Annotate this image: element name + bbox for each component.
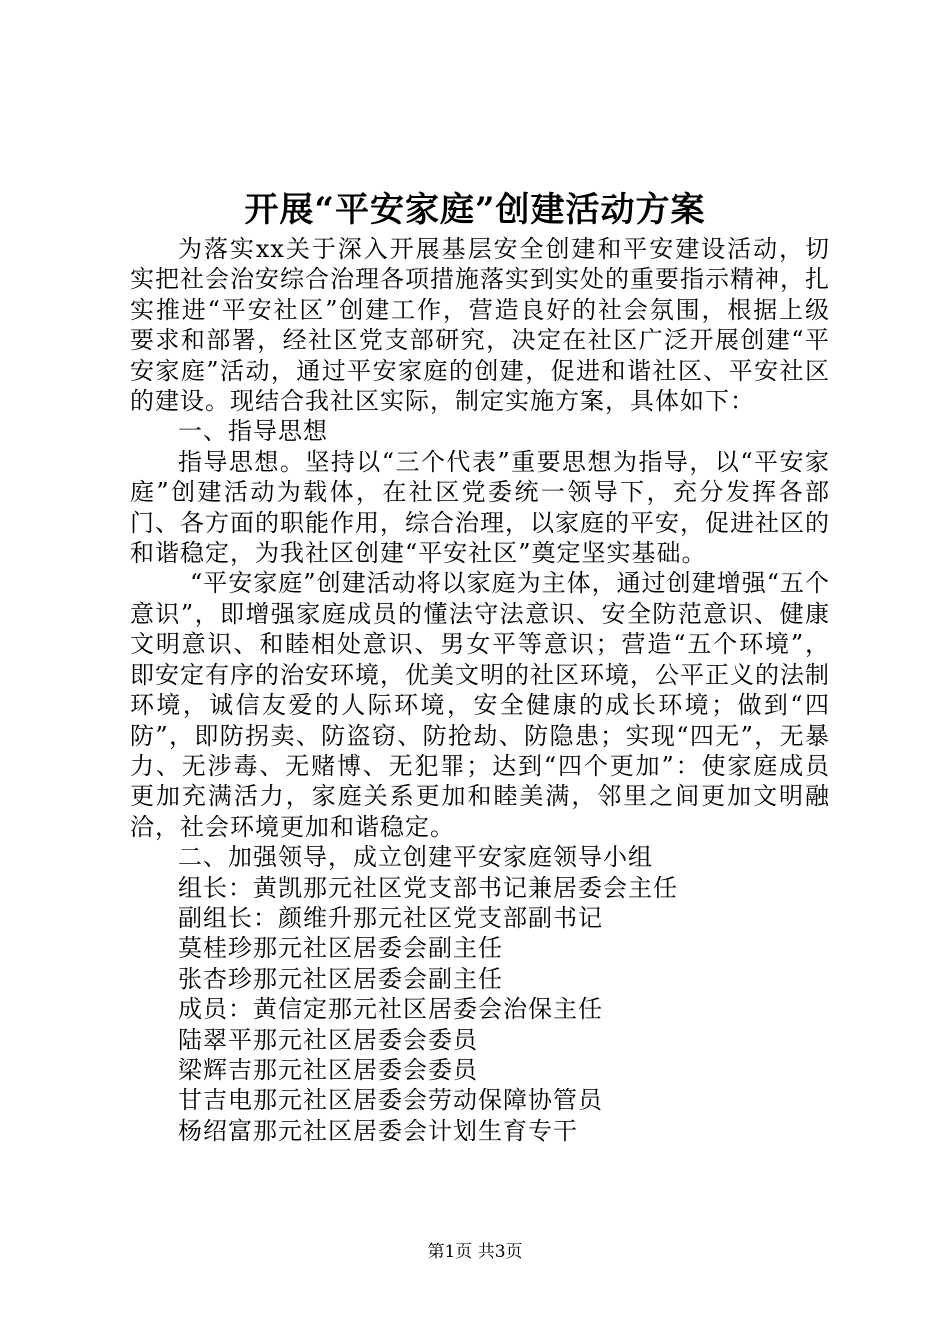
guiding-thought-paragraph: 指导思想。坚持以“三个代表”重要思想为指导，以“平安家庭”创建活动为载体，在社区党委统一领导下，充分发挥各部门、各方面的职能作用，综合治理，以家庭的平安，促进社区的和谐稳定，为我社区创建“平安社区”奠定坚实基础。	[130, 447, 830, 568]
member-line: 杨绍富那元社区居委会计划生育专干	[178, 1116, 578, 1145]
section-heading-guiding-thought: 一、指导思想	[178, 417, 328, 446]
page-footer: 第1页 共3页	[427, 1242, 523, 1262]
leadership-member-list	[130, 873, 830, 1147]
member-line: 莫桂珍那元社区居委会副主任	[178, 934, 503, 963]
member-line: 组长：黄凯那元社区党支部书记兼居委会主任	[178, 873, 678, 902]
member-line: 张杏珍那元社区居委会副主任	[178, 964, 503, 993]
intro-paragraph: 为落实xx关于深入开展基层安全创建和平安建设活动，切实把社会治安综合治理各项措施落实到实处的重要指示精神，扎实推进“平安社区”创建工作，营造良好的社会氛围，根据上级要求和部署，经社区党支部研究，决定在社区广泛开展创建“平安家庭”活动，通过平安家庭的创建，促进和谐社区、平安社区的建设。现结合我社区实际，制定实施方案，具体如下：	[130, 235, 830, 416]
document-title: 开展“平安家庭”创建活动方案	[244, 190, 706, 230]
activity-content-paragraph: “平安家庭”创建活动将以家庭为主体，通过创建增强“五个意识”，即增强家庭成员的懂法守法意识、安全防范意识、健康文明意识、和睦相处意识、男女平等意识；营造“五个环境”，即安定有序的治安环境，优美文明的社区环境，公平正义的法制环境，诚信友爱的人际环境，安全健康的成长环境；做到“四防”，即防拐卖、防盗窃、防抢劫、防隐患；实现“四无”，无暴力、无涉毒、无赌博、无犯罪；达到“四个更加”：使家庭成员更加充满活力，家庭关系更加和睦美满，邻里之间更加文明融洽，社会环境更加和谐稳定。	[130, 569, 830, 841]
document-body	[130, 234, 830, 1146]
section-heading-leadership: 二、加强领导，成立创建平安家庭领导小组	[178, 843, 653, 872]
member-line: 陆翠平那元社区居委会委员	[178, 1025, 478, 1054]
member-line: 梁辉吉那元社区居委会委员	[178, 1055, 478, 1084]
member-line: 甘吉电那元社区居委会劳动保障协管员	[178, 1086, 603, 1115]
member-line: 成员：黄信定那元社区居委会治保主任	[178, 995, 603, 1024]
member-line: 副组长：颜维升那元社区党支部副书记	[178, 903, 603, 932]
